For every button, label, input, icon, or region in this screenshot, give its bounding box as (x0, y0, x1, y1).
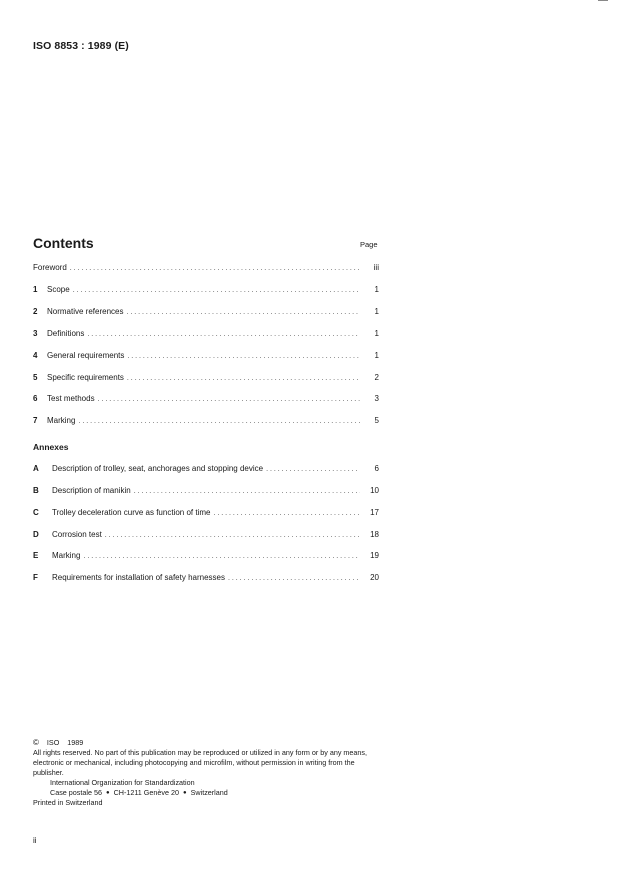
toc-entry-7[interactable] (33, 415, 379, 427)
toc-entry-number: 3 (33, 329, 38, 338)
dot-leader (127, 351, 360, 363)
toc-entry-page: 1 (374, 351, 379, 360)
toc-entry-title: Scope (47, 285, 70, 294)
dot-leader (105, 530, 360, 542)
dot-leader (78, 416, 360, 428)
toc-entry-number: 6 (33, 394, 38, 403)
dot-leader (87, 329, 360, 341)
toc-annex-page: 10 (370, 486, 379, 495)
toc-entry-page: 1 (374, 285, 379, 294)
toc-entry-6[interactable] (33, 393, 379, 405)
toc-entry-number: 5 (33, 373, 38, 382)
dot-leader (83, 551, 360, 563)
toc-entry-2[interactable] (33, 306, 379, 318)
page-number: ii (33, 836, 37, 845)
toc-annex-title: Description of manikin (52, 486, 131, 495)
toc-entry-page: iii (373, 263, 379, 272)
toc-annex-title: Trolley deceleration curve as function of time (52, 508, 211, 517)
toc-annex-page: 20 (370, 573, 379, 582)
toc-entry-title: Definitions (47, 329, 85, 338)
dot-leader (228, 573, 360, 585)
toc-annex-page: 18 (370, 530, 379, 539)
toc-entry-page: 2 (374, 373, 379, 382)
toc-annex-a[interactable] (33, 463, 379, 475)
toc-annex-letter: E (33, 551, 39, 560)
copyright-org: ISO (46, 738, 60, 747)
copyright-symbol: © (33, 738, 39, 747)
copyright-year: 1989 (67, 738, 84, 747)
toc-entry-title: Test methods (47, 394, 95, 403)
toc-annex-letter: B (33, 486, 39, 495)
toc-entry-page: 5 (374, 416, 379, 425)
toc-entry-title: Normative references (47, 307, 124, 316)
printed-in: Printed in Switzerland (33, 798, 103, 807)
toc-entry-number: 1 (33, 285, 38, 294)
contents-title: Contents (33, 235, 94, 251)
toc-annex-letter: A (33, 464, 39, 473)
toc-entry-title: Specific requirements (47, 373, 124, 382)
toc-annex-c[interactable] (33, 507, 379, 519)
dot-leader (70, 263, 360, 275)
annexes-heading: Annexes (33, 442, 69, 452)
toc-entry-4[interactable] (33, 350, 379, 362)
page-column-label: Page (360, 240, 378, 249)
dot-leader (98, 394, 360, 406)
dot-leader (127, 373, 360, 385)
toc-entry-title: Foreword (33, 263, 67, 272)
toc-entry-page: 1 (374, 329, 379, 338)
toc-entry-number: 4 (33, 351, 38, 360)
toc-annex-page: 17 (370, 508, 379, 517)
address-po-box: Case postale 56 (50, 788, 102, 797)
toc-annex-title: Requirements for installation of safety harnesses (52, 573, 225, 582)
dot-leader (73, 285, 360, 297)
toc-annex-title: Description of trolley, seat, anchorages and stopping device (52, 464, 264, 473)
toc-annex-e[interactable] (33, 550, 379, 562)
toc-entry-number: 7 (33, 416, 38, 425)
rights-statement: All rights reserved. No part of this publication may be reproduced or utilized in any form or by any means, electronic or mechanical, including photocopying and microfilm, without permission in writing from the publisher. (33, 748, 367, 777)
toc-annex-page: 6 (374, 464, 379, 473)
toc-annex-letter: D (33, 530, 39, 539)
publisher-name: International Organization for Standardization (50, 778, 195, 787)
toc-entry-number: 2 (33, 307, 38, 316)
toc-entry-title: General requirements (47, 351, 125, 360)
copyright-line (33, 738, 381, 748)
copyright-block (33, 738, 381, 808)
scan-corner-mark (598, 0, 608, 1)
toc-entry-5[interactable] (33, 372, 379, 384)
address-city: CH-1211 Genève 20 (113, 788, 179, 797)
toc-entry-page: 1 (374, 307, 379, 316)
toc-annex-letter: F (33, 573, 38, 582)
toc-entry-1[interactable] (33, 284, 379, 296)
toc-entry-title: Marking (47, 416, 76, 425)
toc-annex-f[interactable] (33, 572, 379, 584)
toc-entry-foreword[interactable] (33, 262, 379, 274)
toc-entry-page: 3 (374, 394, 379, 403)
dot-leader (134, 486, 360, 498)
address-country: Switzerland (190, 788, 228, 797)
dot-leader (213, 508, 360, 520)
document-id: ISO 8853 : 1989 (E) (33, 40, 129, 52)
bullet-icon: ● (182, 790, 187, 796)
toc-entry-3[interactable] (33, 328, 379, 340)
toc-annex-page: 19 (370, 551, 379, 560)
dot-leader (126, 307, 360, 319)
toc-annex-title: Marking (52, 551, 81, 560)
publisher-address (33, 788, 381, 798)
toc-annex-b[interactable] (33, 485, 379, 497)
toc-annex-title: Corrosion test (52, 530, 102, 539)
bullet-icon: ● (105, 790, 110, 796)
toc-annex-letter: C (33, 508, 39, 517)
toc-annex-d[interactable] (33, 529, 379, 541)
dot-leader (266, 464, 360, 476)
